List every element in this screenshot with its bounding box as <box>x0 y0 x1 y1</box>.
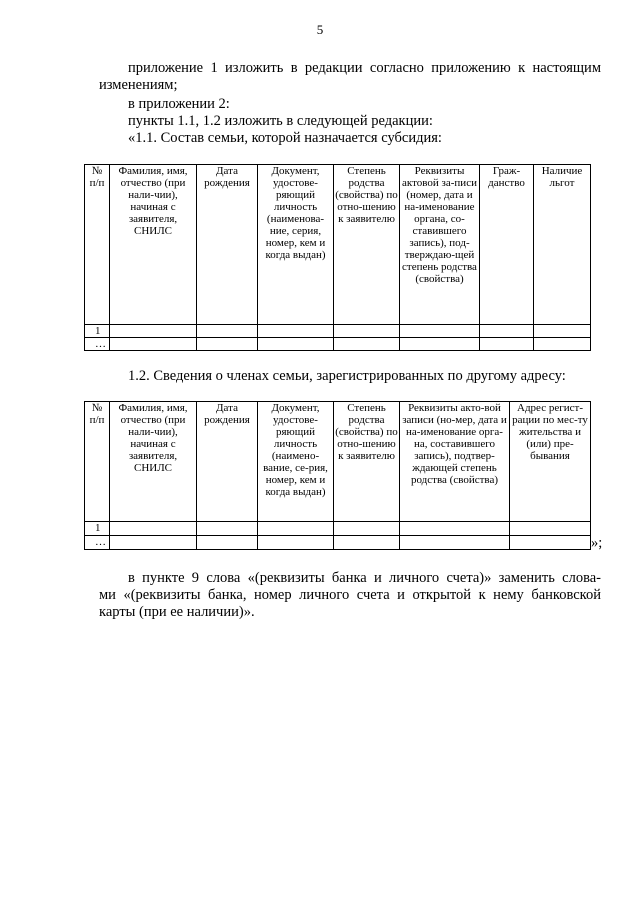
table-cell <box>334 536 400 550</box>
table-cell <box>400 536 510 550</box>
paragraph-line: приложение 1 изложить в редакции согласно приложению к настоящим <box>128 60 601 76</box>
paragraph-line: изменениям; <box>99 77 178 93</box>
table-cell <box>400 325 480 338</box>
table-cell <box>400 522 510 536</box>
table-cell <box>510 522 591 536</box>
table-cell <box>197 536 258 550</box>
header-cell: Фамилия, имя, отчество (при нали-чии), начиная с заявителя, СНИЛС <box>110 165 197 325</box>
table-cell <box>334 522 400 536</box>
table-cell <box>258 338 334 351</box>
table-cell <box>197 338 258 351</box>
table-cell <box>510 536 591 550</box>
table-cell <box>480 338 534 351</box>
header-cell: Реквизиты акто-вой записи (но-мер, дата и на-именование орга-на, составившего запись), подтвер-ждающей степень родства (свойства) <box>400 402 510 522</box>
table-cell <box>534 325 591 338</box>
paragraph-points: пункты 1.1, 1.2 изложить в следующей редакции: <box>128 113 433 129</box>
header-cell: Адрес регист-рации по мес-ту жительства и (или) пре-бывания <box>510 402 591 522</box>
page-number: 5 <box>316 22 324 37</box>
header-cell: Степень родства (свойства) по отно-шению к заявителю <box>334 165 400 325</box>
table-cell <box>534 338 591 351</box>
table-row <box>85 338 591 351</box>
paragraph-appendix-2: в приложении 2: <box>128 96 230 112</box>
table-cell <box>480 325 534 338</box>
table-cell <box>334 338 400 351</box>
header-cell: Дата рождения <box>197 165 258 325</box>
header-cell: Наличие льгот <box>534 165 591 325</box>
header-cell: Степень родства (свойства) по отно-шению к заявителю <box>334 402 400 522</box>
table-cell <box>110 536 197 550</box>
header-cell: Документ, удостове-ряющий личность (наименова-ние, серия, номер, кем и когда выдан) <box>258 165 334 325</box>
table-cell <box>110 522 197 536</box>
header-cell: Реквизиты актовой за-писи (номер, дата и на-именование органа, со-ставившего запись), под-тверждаю-щей степень родства (свойства) <box>400 165 480 325</box>
header-cell: № п/п <box>85 402 110 522</box>
header-cell: № п/п <box>85 165 110 325</box>
table-header-row <box>85 165 591 325</box>
table-row <box>85 325 591 338</box>
paragraph-point-9 <box>99 570 601 621</box>
row-number-cell: 1 <box>85 325 110 338</box>
table-cell <box>400 338 480 351</box>
table-header-row <box>85 402 591 522</box>
table-cell <box>110 338 197 351</box>
table-cell <box>110 325 197 338</box>
header-cell: Фамилия, имя, отчество (при нали-чии), начиная с заявителя, СНИЛС <box>110 402 197 522</box>
row-number-cell: … <box>85 536 110 550</box>
header-cell: Граж-данство <box>480 165 534 325</box>
other-address-members-table <box>84 401 591 550</box>
table-row <box>85 522 591 536</box>
table-cell <box>258 536 334 550</box>
paragraph-line: карты (при ее наличии)». <box>99 604 255 620</box>
closing-quote: »; <box>591 535 603 551</box>
table-cell <box>197 325 258 338</box>
header-cell: Документ, удостове-ряющий личность (наимено-вание, се-рия, номер, кем и когда выдан) <box>258 402 334 522</box>
table-cell <box>334 325 400 338</box>
paragraph-line: в пункте 9 слова «(реквизиты банка и личного счета)» заменить слова- <box>128 570 601 586</box>
table-cell <box>197 522 258 536</box>
table-cell <box>258 325 334 338</box>
row-number-cell: 1 <box>85 522 110 536</box>
section-heading-1-1: «1.1. Состав семьи, которой назначается субсидия: <box>128 130 442 146</box>
table-cell <box>258 522 334 536</box>
header-cell: Дата рождения <box>197 402 258 522</box>
section-heading-1-2: 1.2. Сведения о членах семьи, зарегистрированных по другому адресу: <box>128 368 566 384</box>
paragraph-appendix-1 <box>99 60 601 94</box>
paragraph-line: ми «(реквизиты банка, номер личного счета и открытой к нему банковской <box>99 587 601 603</box>
table-row <box>85 536 591 550</box>
family-composition-table <box>84 164 591 351</box>
row-number-cell: … <box>85 338 110 351</box>
